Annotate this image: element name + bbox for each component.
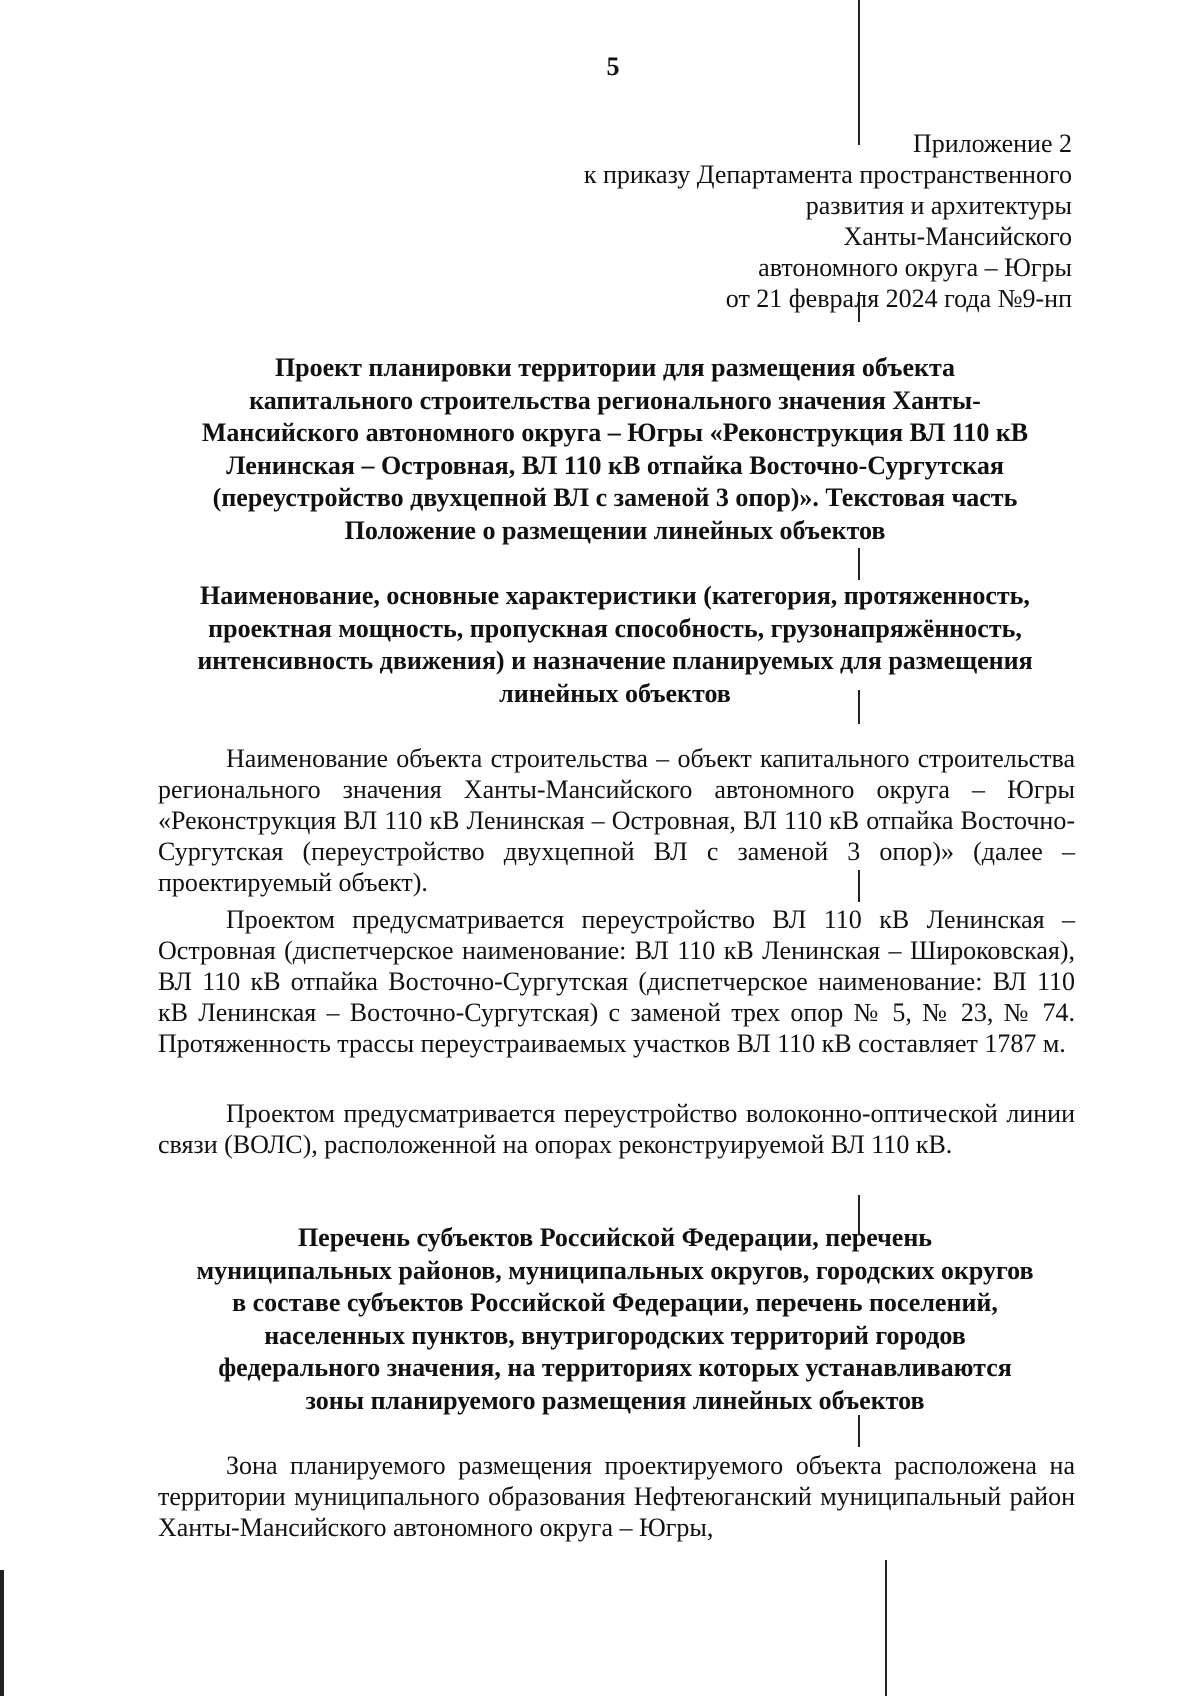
section-heading-line: линейных объектов	[499, 678, 731, 708]
section-heading-line: Перечень субъектов Российской Федерации, перечень	[297, 1223, 933, 1252]
scan-vertical-line	[858, 0, 860, 145]
scan-vertical-line	[858, 548, 860, 580]
section-2-heading	[155, 1222, 1075, 1418]
appendix-block	[452, 128, 1072, 314]
title-line: Положение о размещении линейных объектов	[344, 515, 886, 545]
section-1-heading	[155, 580, 1075, 710]
section-heading-line: Наименование, основные характеристики (категория, протяженность,	[200, 581, 1030, 610]
section-heading-line: проектная мощность, пропускная способность, грузонапряжённость,	[208, 613, 1022, 643]
paragraph-object-name: Наименование объекта строительства – объект капитального строительства регионального значения Ханты-Мансийского автономного округа – Югры «Реконструкция ВЛ 110 кВ Ленинская – Островная, ВЛ 110 кВ отпайка Восточно-Сургутская (переустройство двухцепной ВЛ с заменой 3 опор)» (далее – проектируемый объект).	[158, 744, 1075, 897]
scan-vertical-line	[858, 1415, 860, 1447]
appendix-line: от 21 февраля 2024 года №9-нп	[725, 284, 1072, 313]
title-line: Мансийского автономного округа – Югры «Реконструкция ВЛ 110 кВ	[201, 418, 1029, 448]
section-heading-line: зоны планируемого размещения линейных объектов	[305, 1385, 925, 1415]
paragraph-fiber-line: Проектом предусматривается переустройство волоконно-оптической линии связи (ВОЛС), расположенной на опорах реконструируемой ВЛ 110 кВ.	[158, 1099, 1075, 1159]
section-heading-line: интенсивность движения) и назначение планируемых для размещения	[197, 646, 1033, 676]
section-heading-line: федерального значения, на территориях которых устанавливаются	[218, 1353, 1012, 1383]
document-title	[155, 352, 1075, 548]
page-number: 5	[606, 52, 620, 81]
appendix-line: автономного округа – Югры	[758, 253, 1072, 282]
title-line: Проект планировки территории для размещения объекта	[274, 353, 956, 382]
scan-vertical-line	[885, 1560, 887, 1696]
paragraph-zone-location: Зона планируемого размещения проектируемого объекта расположена на территории муниципального образования Нефтеюганский муниципальный район Ханты-Мансийского автономного округа – Югры,	[158, 1451, 1075, 1542]
scan-left-edge	[0, 1570, 4, 1696]
section-heading-line: муниципальных районов, муниципальных округов, городских округов	[196, 1255, 1034, 1285]
section-heading-line: в составе субъектов Российской Федерации, перечень поселений,	[232, 1288, 998, 1318]
title-line: (переустройство двухцепной ВЛ с заменой 3 опор)». Текстовая часть	[212, 483, 1018, 513]
title-line: Ленинская – Островная, ВЛ 110 кВ отпайка Восточно-Сургутская	[226, 450, 1004, 480]
title-line: капитального строительства регионального значения Ханты-	[249, 385, 981, 415]
appendix-line: Ханты-Мансийского	[843, 222, 1072, 251]
paragraph-reconstruction: Проектом предусматривается переустройство ВЛ 110 кВ Ленинская – Островная (диспетчерское наименование: ВЛ 110 кВ Ленинская – Широковская), ВЛ 110 кВ отпайка Восточно-Сургутская (диспетчерское наименование: ВЛ 110 кВ Ленинская – Восточно-Сургутская) с заменой трех опор № 5, № 23, № 74. Протяженность трассы переустраиваемых участков ВЛ 110 кВ составляет 1787 м.	[158, 905, 1075, 1058]
appendix-line: Приложение 2	[912, 129, 1072, 158]
section-heading-line: населенных пунктов, внутригородских территорий городов	[264, 1320, 966, 1350]
appendix-line: к приказу Департамента пространственного	[583, 160, 1072, 189]
appendix-line: развития и архитектуры	[805, 191, 1072, 220]
